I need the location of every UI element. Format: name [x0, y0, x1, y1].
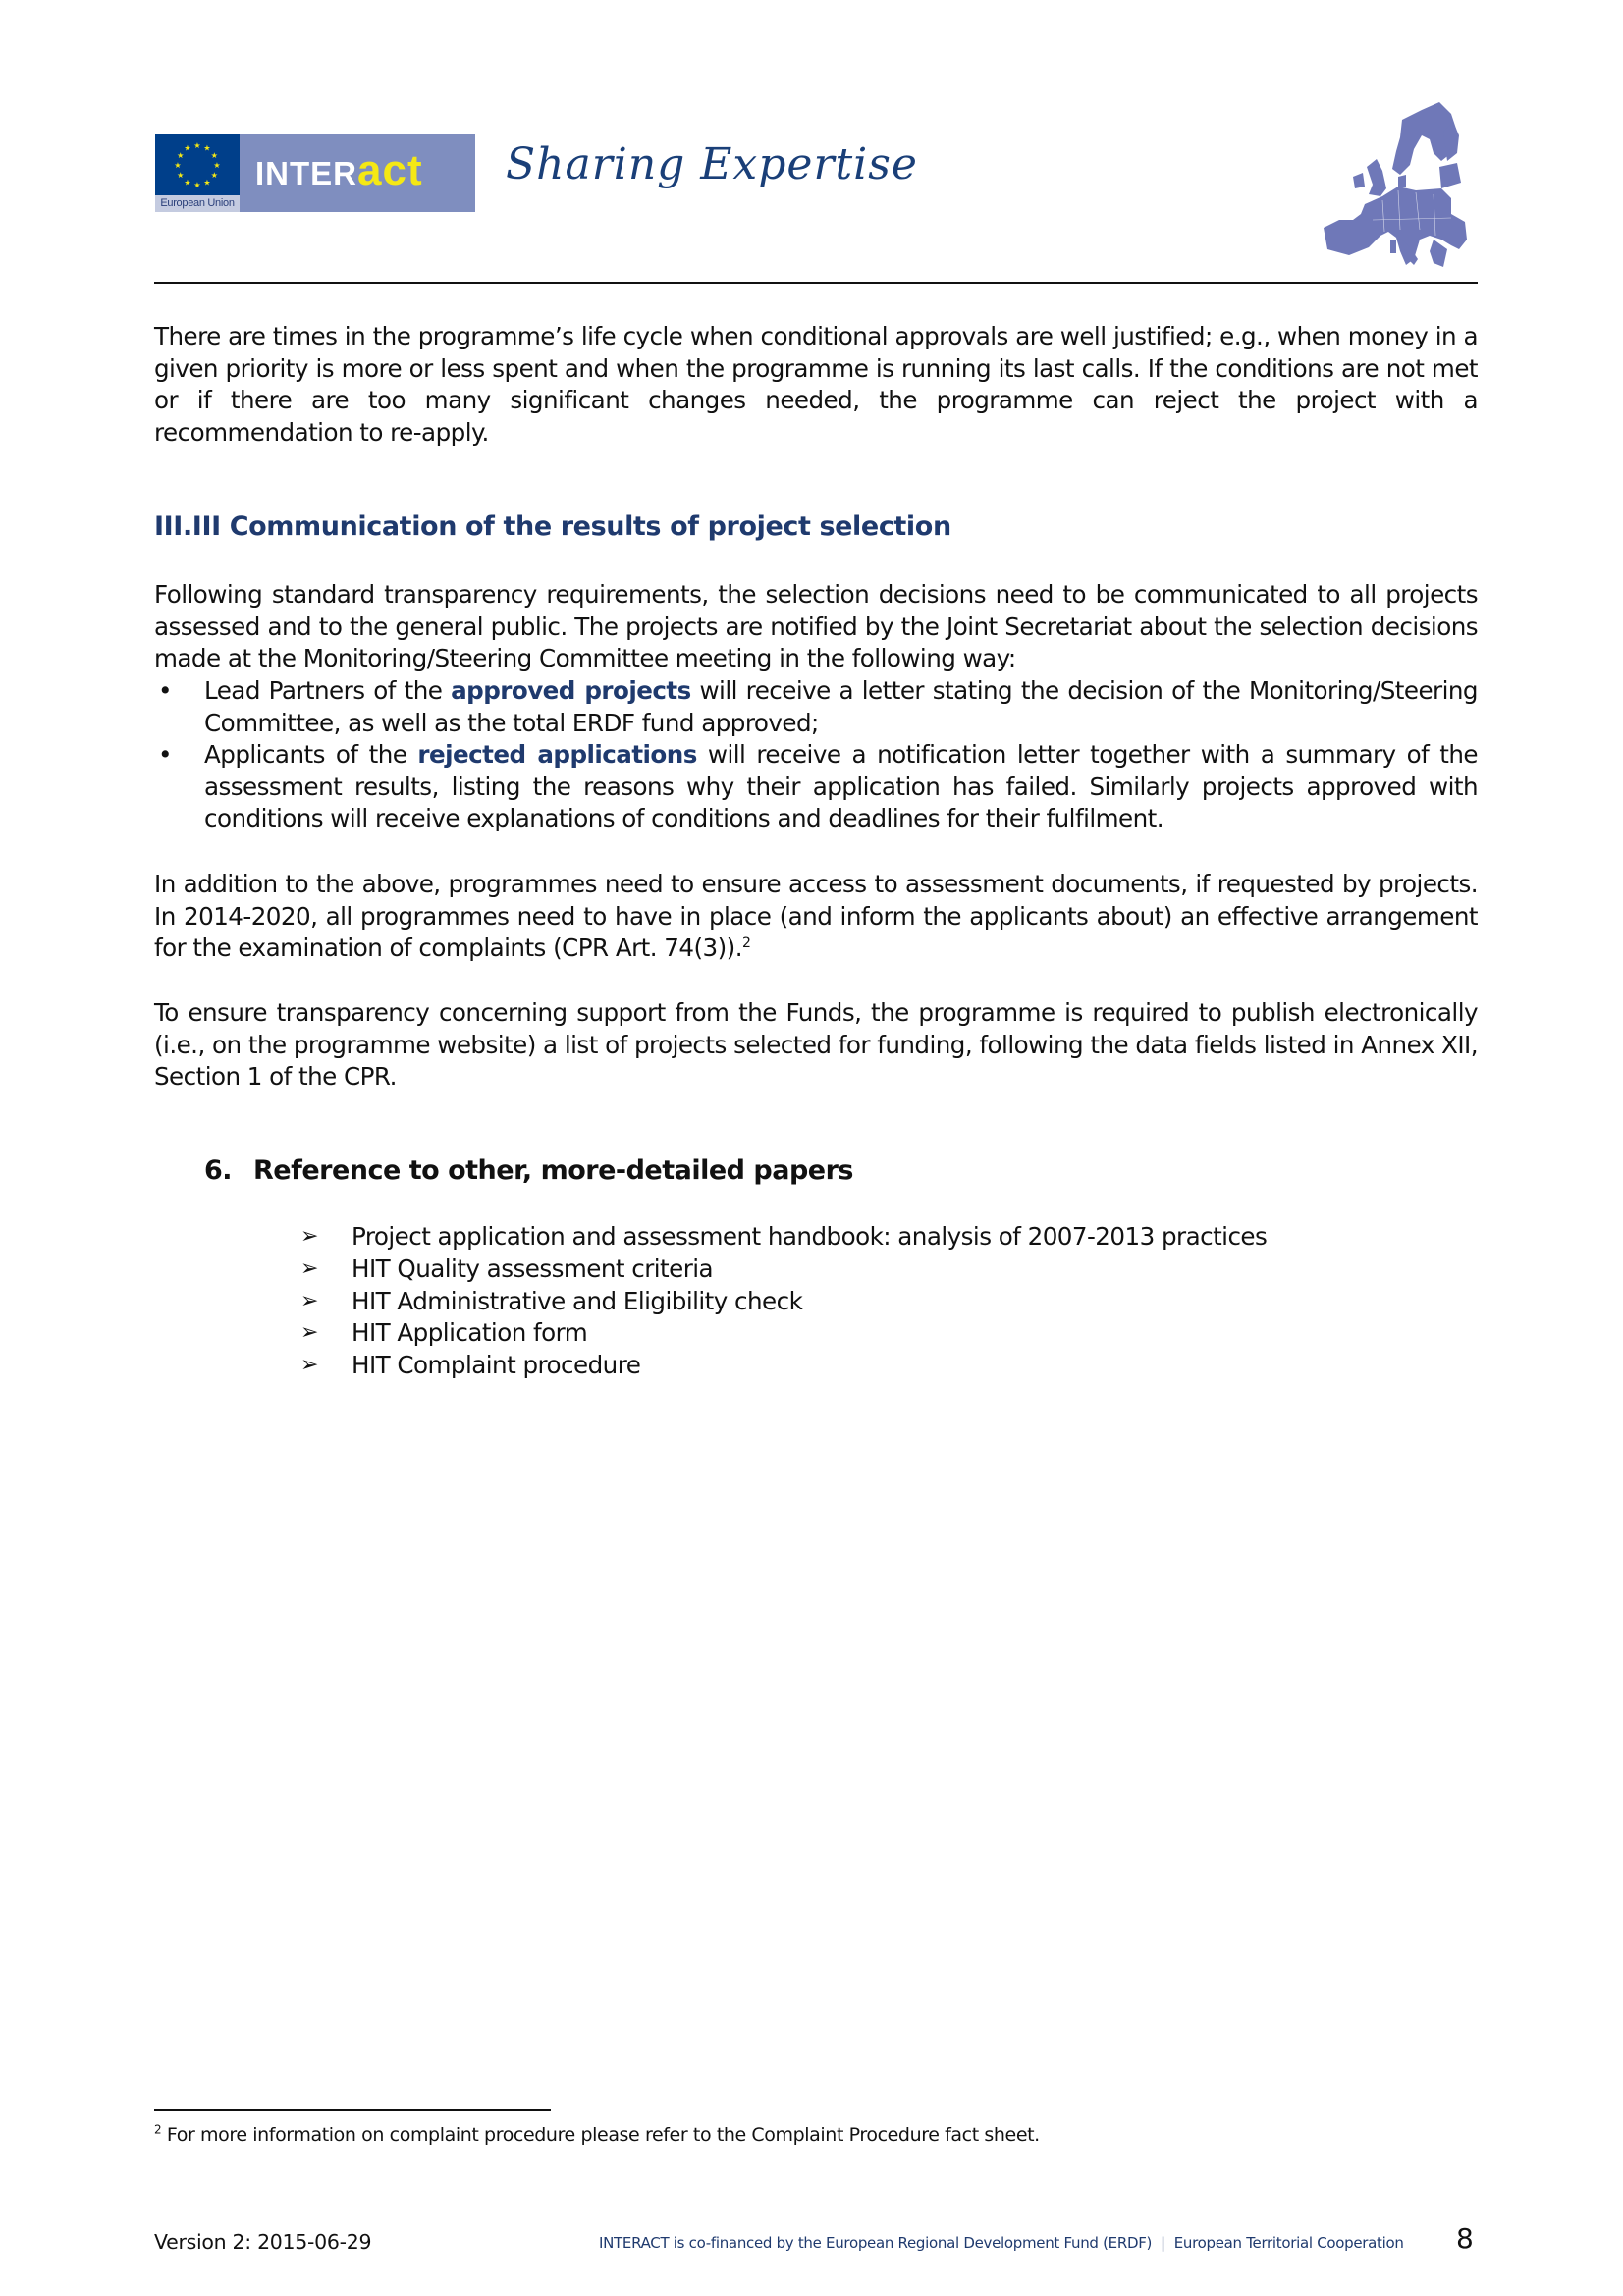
reference-item — [300, 1317, 1267, 1350]
eu-star-icon: ★ — [210, 171, 218, 180]
reference-item — [300, 1254, 1267, 1286]
interact-wordmark — [255, 146, 423, 198]
list-item-text: will receive a notification letter together with a summary of the assessment results, listing the reasons why their application has failed. Similarly projects approved with conditions will receive explanations of conditions and deadlines for their fulfilment. — [204, 740, 1479, 832]
reference-heading-title: Reference to other, more-detailed papers — [253, 1155, 853, 1186]
reference-item — [300, 1221, 1267, 1254]
interact-logo — [155, 134, 475, 212]
list-item-text: will receive a letter stating the decision of the Monitoring/Steering Committee, as well as the total ERDF fund approved; — [204, 676, 1478, 737]
paragraph-conditional-approvals — [154, 321, 1478, 449]
cofinance-statement: INTERACT is co-financed by the European Regional Development Fund (ERDF) | European Territorial Cooperation — [599, 2234, 1404, 2252]
highlight-rejected-applications: rejected applications — [417, 740, 697, 769]
paragraph-publish — [154, 997, 1478, 1094]
reference-item-text: HIT Quality assessment criteria — [352, 1254, 714, 1283]
version-label: Version 2: 2015-06-29 — [154, 2230, 372, 2254]
bullet-icon: • — [158, 740, 172, 769]
list-item — [154, 675, 1478, 739]
list-item-text: Lead Partners of the — [204, 676, 452, 705]
eu-star-icon: ★ — [213, 161, 221, 170]
list-item-text: Applicants of the — [204, 740, 418, 769]
brand-part-inter: INTER — [255, 155, 357, 191]
paragraph-transparency — [154, 579, 1478, 675]
interact-brand-box — [240, 134, 475, 212]
eu-star-icon: ★ — [184, 143, 191, 153]
paragraph-complaints — [154, 869, 1478, 965]
reference-item — [300, 1286, 1267, 1318]
paragraph-text: There are times in the programme’s life cycle when conditional approvals are well justified; e.g., when money in a given priority is more or less spent and when the programme is running its last calls. If the conditions are not met or if there are too many significant changes needed, the programme can reject the project with a recommendation to re-apply. — [154, 322, 1478, 447]
paragraph-text: To ensure transparency concerning support from the Funds, the programme is required to publish electronically (i.e., on the programme website) a list of projects selected for funding, following the data fields listed in Annex XII, Section 1 of the CPR. — [154, 998, 1478, 1091]
reference-item-text: HIT Administrative and Eligibility check — [352, 1286, 803, 1315]
page-number: 8 — [1456, 2222, 1474, 2255]
arrow-bullet-icon: ➢ — [300, 1353, 318, 1378]
highlight-approved-projects: approved projects — [451, 676, 691, 705]
arrow-bullet-icon: ➢ — [300, 1255, 318, 1281]
eu-star-icon: ★ — [203, 178, 211, 187]
list-item — [154, 739, 1478, 835]
arrow-bullet-icon: ➢ — [300, 1288, 318, 1313]
reference-heading-number: 6. — [204, 1155, 233, 1186]
tagline: Sharing Expertise — [506, 139, 918, 189]
eu-star-icon: ★ — [184, 178, 191, 187]
paragraph-text: Following standard transparency requirements, the selection decisions need to be communicated to all projects assessed and to the general public. The projects are notified by the Joint Secretariat about the selection decisions made at the Monitoring/Steering Committee meeting in the following way: — [154, 580, 1478, 672]
footnote-text: For more information on complaint procedure please refer to the Complaint Procedure fact sheet. — [161, 2124, 1040, 2146]
notification-bullet-list — [154, 675, 1478, 835]
eu-star-icon: ★ — [193, 141, 201, 150]
eu-flag-icon — [155, 134, 240, 195]
eu-star-icon: ★ — [210, 151, 218, 160]
eu-star-icon: ★ — [203, 143, 211, 153]
eu-label: European Union — [155, 195, 240, 212]
arrow-bullet-icon: ➢ — [300, 1320, 318, 1346]
footnote-divider — [154, 2109, 551, 2111]
footnote-reference[interactable]: 2 — [741, 934, 751, 951]
section-heading: III.III Communication of the results of project selection — [154, 511, 951, 542]
eu-star-icon: ★ — [193, 181, 201, 189]
bullet-icon: • — [158, 676, 172, 705]
brand-part-act: act — [357, 146, 423, 194]
reference-item-text: HIT Complaint procedure — [352, 1351, 641, 1380]
eu-star-icon: ★ — [174, 161, 182, 170]
reference-item — [300, 1350, 1267, 1382]
eu-star-icon: ★ — [177, 151, 185, 160]
footnote-number: 2 — [154, 2122, 162, 2137]
arrow-bullet-icon: ➢ — [300, 1224, 318, 1249]
header-divider — [154, 282, 1478, 284]
reference-heading — [204, 1155, 853, 1186]
reference-item-text: Project application and assessment handbook: analysis of 2007-2013 practices — [352, 1222, 1268, 1251]
paragraph-text: In addition to the above, programmes need to ensure access to assessment documents, if requested by projects. In 2014-2020, all programmes need to have in place (and inform the applicants about) an effective arrangement for the examination of complaints (CPR Art. 74(3)). — [154, 870, 1478, 962]
reference-list — [300, 1221, 1267, 1382]
reference-item-text: HIT Application form — [352, 1318, 588, 1348]
europe-map-icon — [1304, 92, 1483, 275]
footnote — [154, 2124, 1040, 2146]
eu-star-icon: ★ — [177, 171, 185, 180]
